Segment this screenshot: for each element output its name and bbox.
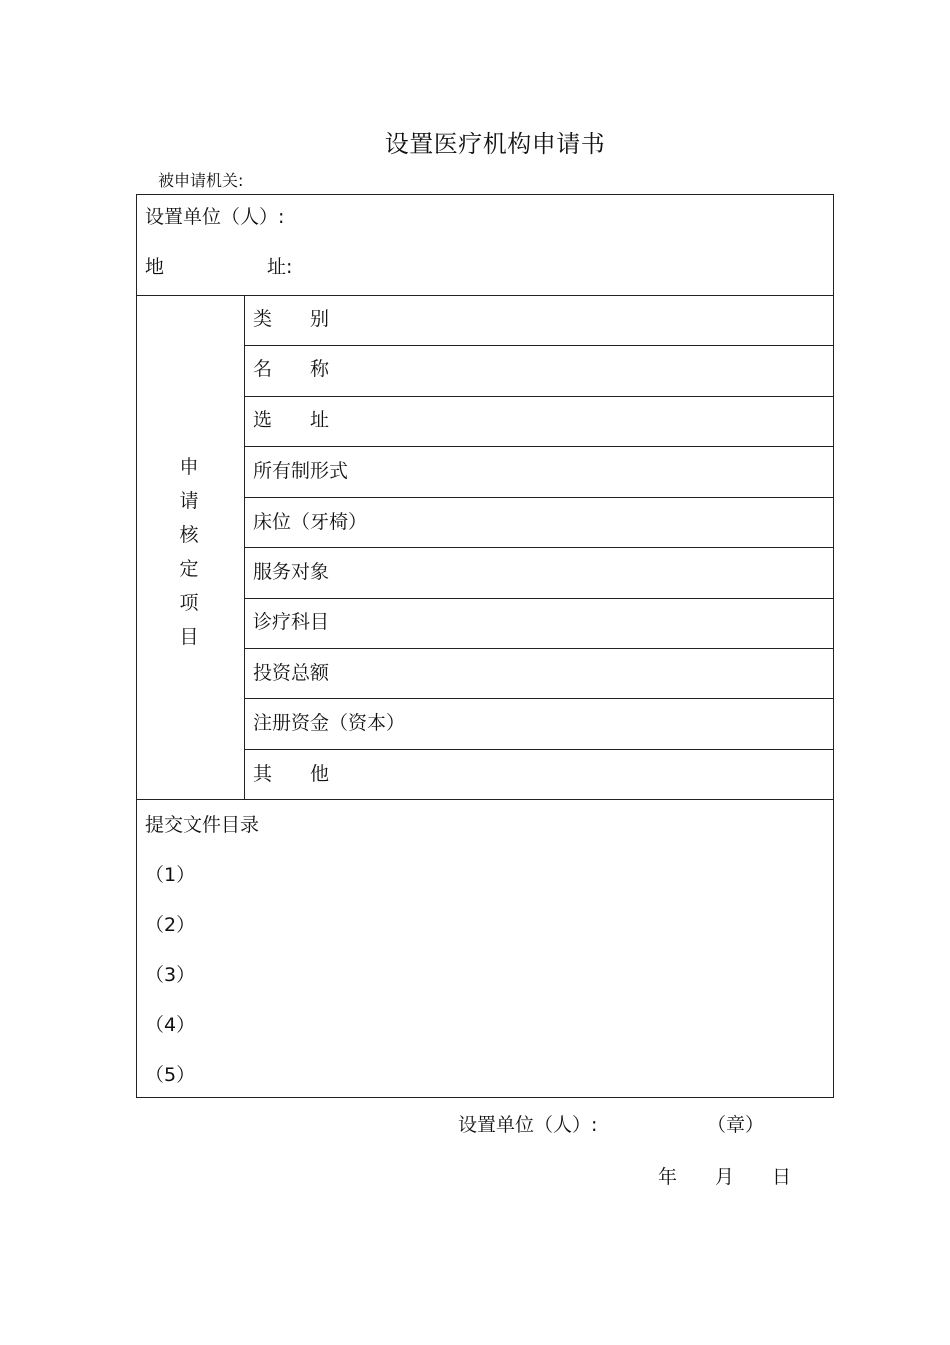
authority-label: 被申请机关: [158, 171, 244, 190]
document-entry: （3） [145, 964, 196, 986]
divider-row [244, 497, 834, 498]
item-category-char2: 别 [310, 308, 330, 330]
item-name-char2: 称 [310, 358, 330, 380]
unit-label: 设置单位（人）: [145, 206, 285, 228]
divider-unit [136, 295, 834, 296]
section-label-char: 项 [179, 592, 199, 614]
divider-row [244, 749, 834, 750]
divider-row [244, 446, 834, 447]
item-capital: 注册资金（资本） [253, 712, 406, 734]
item-site-char2: 址 [310, 409, 330, 431]
date-month: 月 [715, 1166, 735, 1188]
divider-documents [136, 799, 834, 800]
form-table [136, 194, 834, 1098]
item-site-char1: 选 [253, 409, 273, 431]
address-label-char1: 地 [145, 256, 165, 278]
section-label-char: 目 [179, 626, 199, 648]
section-label-char: 核 [179, 524, 199, 546]
divider-row [244, 396, 834, 397]
divider-row [244, 547, 834, 548]
divider-row [244, 598, 834, 599]
item-service-target: 服务对象 [253, 561, 330, 583]
document-entry: （1） [145, 864, 196, 886]
item-beds: 床位（牙椅） [253, 511, 368, 533]
section-label-char: 申 [179, 456, 199, 478]
form-title: 设置医疗机构申请书 [384, 130, 606, 158]
item-category-char1: 类 [253, 308, 273, 330]
seal-label: （章） [707, 1114, 765, 1136]
date-year: 年 [658, 1166, 678, 1188]
section-label [176, 450, 202, 654]
document-entry: （5） [145, 1064, 196, 1086]
document-entry: （2） [145, 914, 196, 936]
divider-row [244, 648, 834, 649]
divider-row [244, 698, 834, 699]
section-label-char: 定 [179, 558, 199, 580]
address-label-char2: 址: [267, 256, 293, 278]
footer-unit-label: 设置单位（人）: [458, 1114, 598, 1136]
section-label-char: 请 [179, 490, 199, 512]
documents-heading: 提交文件目录 [145, 814, 260, 836]
date-day: 日 [772, 1166, 792, 1188]
item-investment: 投资总额 [253, 662, 330, 684]
item-other-char2: 他 [310, 763, 330, 785]
item-departments: 诊疗科目 [253, 611, 330, 633]
section-divider [244, 295, 245, 799]
item-name-char1: 名 [253, 358, 273, 380]
item-ownership: 所有制形式 [253, 460, 349, 482]
divider-row [244, 345, 834, 346]
item-other-char1: 其 [253, 763, 273, 785]
document-entry: （4） [145, 1014, 196, 1036]
